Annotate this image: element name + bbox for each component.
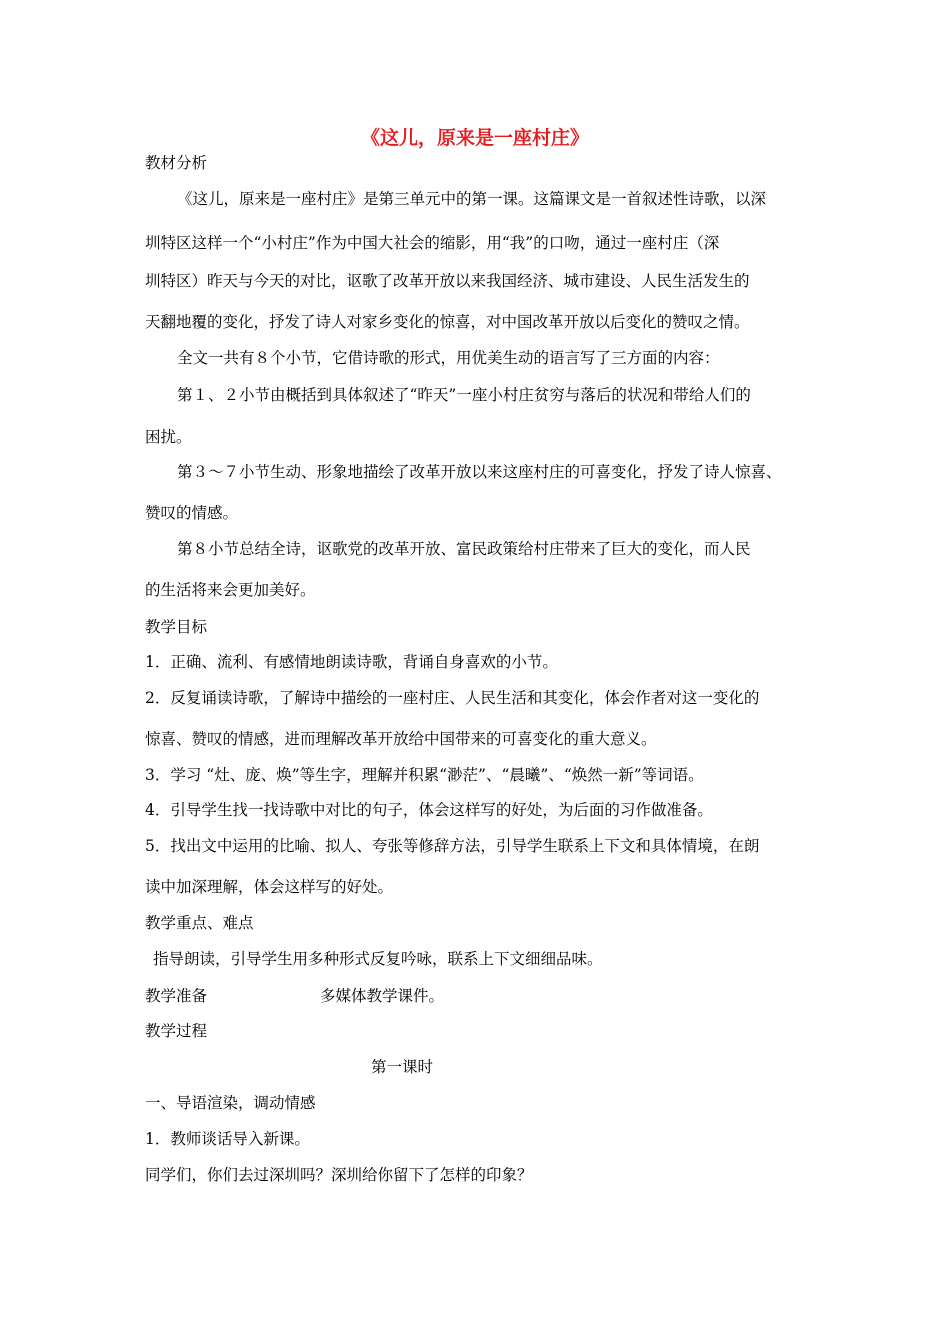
goal-item-4: 4．引导学生找一找诗歌中对比的句子，体会这样写的好处，为后面的习作做准备。 <box>145 801 713 819</box>
step1-heading: 一、导语渲染，调动情感 <box>145 1094 316 1112</box>
analysis-p1-line2: 圳特区这样一个“小村庄”作为中国大社会的缩影，用“我”的口吻，通过一座村庄（深 <box>145 234 720 252</box>
document-title: 《这儿，原来是一座村庄》 <box>360 127 589 149</box>
goal-item-1: 1．正确、流利、有感情地朗读诗歌，背诵自身喜欢的小节。 <box>145 653 558 671</box>
analysis-p1-line3: 圳特区）昨天与今天的对比，讴歌了改革开放以来我国经济、城市建设、人民生活发生的 <box>145 272 750 290</box>
goal-item-5-cont: 读中加深理解，体会这样写的好处。 <box>145 878 394 896</box>
step1-item: 1．教师谈话导入新课。 <box>145 1130 310 1148</box>
keypoints-heading: 教学重点、难点 <box>145 914 254 932</box>
analysis-p3-line1: 第１、２小节由概括到具体叙述了“昨天”一座小村庄贫穷与落后的状况和带给人们的 <box>177 386 751 404</box>
analysis-p1-line4: 天翻地覆的变化，抒发了诗人对家乡变化的惊喜，对中国改革开放以后变化的赞叹之情。 <box>145 313 750 331</box>
process-heading: 教学过程 <box>145 1022 208 1040</box>
step1-question: 同学们，你们去过深圳吗？深圳给你留下了怎样的印象？ <box>145 1166 533 1184</box>
analysis-p5-line1: 第８小节总结全诗，讴歌党的改革开放、富民政策给村庄带来了巨大的变化，而人民 <box>177 540 751 558</box>
goal-item-2: 2．反复诵读诗歌，了解诗中描绘的一座村庄、人民生活和其变化，体会作者对这一变化的 <box>145 689 760 707</box>
analysis-p1-line1: 《这儿，原来是一座村庄》是第三单元中的第一课。这篇课文是一首叙述性诗歌，以深 <box>177 190 767 208</box>
analysis-p4-line1: 第３～７小节生动、形象地描绘了改革开放以来这座村庄的可喜变化，抒发了诗人惊喜、 <box>177 463 782 481</box>
goal-item-2-cont: 惊喜、赞叹的情感，进而理解改革开放给中国带来的可喜变化的重大意义。 <box>145 730 657 748</box>
goal-item-3: 3．学习 “灶、庞、焕”等生字，理解并积累“渺茫”、“晨曦”、“焕然一新”等词语。 <box>145 766 704 784</box>
analysis-heading: 教材分析 <box>145 154 208 172</box>
keypoints-text: 指导朗读，引导学生用多种形式反复吟咏，联系上下文细细品味。 <box>153 950 603 968</box>
analysis-p2: 全文一共有８个小节，它借诗歌的形式，用优美生动的语言写了三方面的内容： <box>177 349 720 367</box>
prep-heading: 教学准备 <box>145 987 208 1005</box>
lesson-title: 第一课时 <box>371 1058 434 1076</box>
goal-item-5: 5．找出文中运用的比喻、拟人、夸张等修辞方法，引导学生联系上下文和具体情境，在朗 <box>145 837 760 855</box>
analysis-p5-line2: 的生活将来会更加美好。 <box>145 581 316 599</box>
analysis-p4-line2: 赞叹的情感。 <box>145 504 239 522</box>
prep-text: 多媒体教学课件。 <box>320 987 445 1005</box>
analysis-p3-line2: 困扰。 <box>145 428 192 446</box>
goals-heading: 教学目标 <box>145 618 208 636</box>
